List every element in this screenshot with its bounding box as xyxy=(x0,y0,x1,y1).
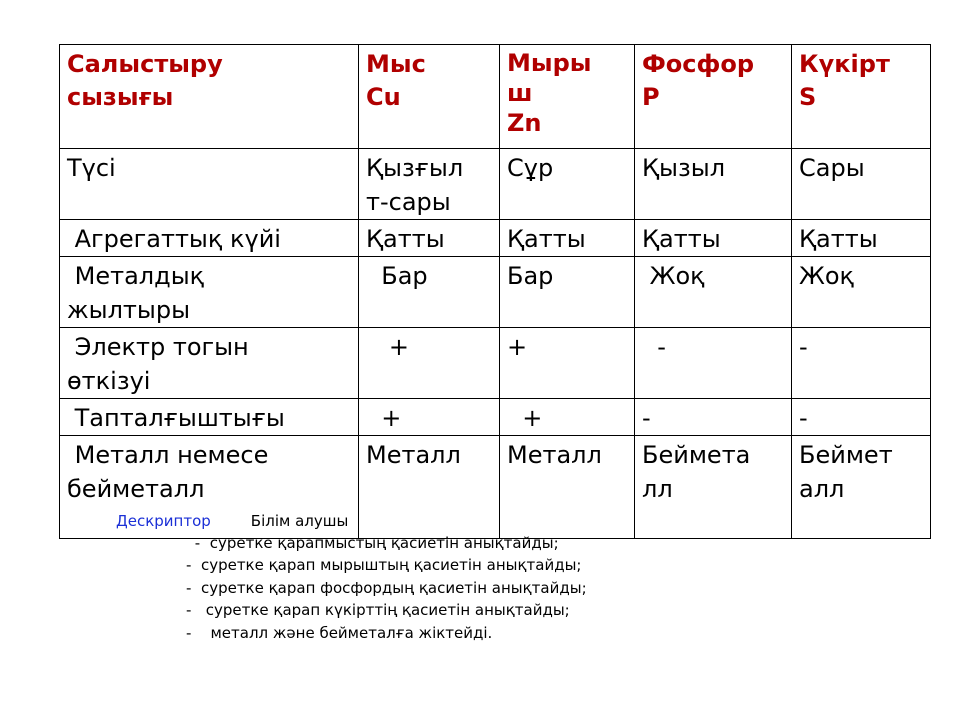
header-row xyxy=(60,45,931,149)
cell-copper xyxy=(359,257,500,328)
cell-text: Қатты xyxy=(507,225,586,253)
cell-criterion xyxy=(60,257,359,328)
cell-text: Қызғыл xyxy=(366,154,464,182)
cell-text: - xyxy=(799,333,808,361)
cell-text: Бар xyxy=(366,262,428,290)
cell-copper xyxy=(359,220,500,257)
header-text: Zn xyxy=(507,109,542,137)
header-text: Cu xyxy=(366,83,401,111)
header-text: ш xyxy=(507,79,533,107)
header-cell-phosphorus xyxy=(635,45,792,149)
cell-text: өткізуі xyxy=(67,367,151,395)
cell-copper xyxy=(359,399,500,436)
cell-sulfur xyxy=(792,436,931,539)
descriptor-item: - суретке қарап күкірттің қасиетін анықтайды; xyxy=(186,601,570,619)
cell-criterion xyxy=(60,149,359,220)
cell-text: бейметалл xyxy=(67,475,205,503)
cell-text: Металл xyxy=(507,441,602,469)
cell-criterion xyxy=(60,399,359,436)
cell-sulfur xyxy=(792,257,931,328)
cell-text: Тапталғыштығы xyxy=(67,404,285,432)
header-text: P xyxy=(642,83,660,111)
cell-zinc xyxy=(500,399,635,436)
header-text: Мыры xyxy=(507,49,592,77)
cell-sulfur xyxy=(792,220,931,257)
cell-text: + xyxy=(507,333,528,361)
cell-sulfur xyxy=(792,399,931,436)
cell-phosphorus xyxy=(635,328,792,399)
descriptor-item: - суретке қарап мырыштың қасиетін анықтайды; xyxy=(186,556,582,574)
cell-phosphorus xyxy=(635,399,792,436)
cell-text: Беймета xyxy=(642,441,751,469)
cell-text: жылтыры xyxy=(67,296,191,324)
descriptor-heading xyxy=(116,512,348,530)
comparison-table xyxy=(59,44,931,539)
header-cell-copper xyxy=(359,45,500,149)
cell-text: Бар xyxy=(507,262,554,290)
cell-text: Металл xyxy=(366,441,461,469)
header-text: Күкірт xyxy=(799,50,890,78)
cell-text: Қатты xyxy=(799,225,878,253)
cell-copper xyxy=(359,149,500,220)
cell-text: Сұр xyxy=(507,154,554,182)
cell-text: - xyxy=(642,333,666,361)
cell-zinc xyxy=(500,436,635,539)
cell-text: Металл немесе xyxy=(67,441,269,469)
cell-criterion xyxy=(60,220,359,257)
cell-criterion xyxy=(60,328,359,399)
cell-text: - xyxy=(799,404,808,432)
descriptor-item: - суретке қарапмыстың қасиетін анықтайды; xyxy=(190,534,559,552)
header-cell-criterion xyxy=(60,45,359,149)
cell-text: Металдық xyxy=(67,262,205,290)
header-cell-zinc xyxy=(500,45,635,149)
cell-text: Қызыл xyxy=(642,154,726,182)
cell-text: - xyxy=(642,404,651,432)
cell-copper xyxy=(359,328,500,399)
header-text: Салыстыру xyxy=(67,50,223,78)
descriptor-item: - суретке қарап фосфордың қасиетін анықтайды; xyxy=(186,579,587,597)
table-row xyxy=(60,257,931,328)
header-text: S xyxy=(799,83,817,111)
cell-phosphorus xyxy=(635,436,792,539)
learner-label: Білім алушы xyxy=(250,512,349,530)
cell-text: Электр тогын xyxy=(67,333,249,361)
descriptor-label: Дескриптор xyxy=(116,512,211,530)
cell-phosphorus xyxy=(635,257,792,328)
cell-zinc xyxy=(500,328,635,399)
header-cell-sulfur xyxy=(792,45,931,149)
cell-text: Жоқ xyxy=(642,262,705,290)
table-row xyxy=(60,220,931,257)
cell-text: Сары xyxy=(799,154,865,182)
cell-text: Түсі xyxy=(67,154,116,182)
cell-text: Агрегаттық күйі xyxy=(67,225,281,253)
cell-zinc xyxy=(500,220,635,257)
cell-text: + xyxy=(366,404,402,432)
cell-text: Беймет xyxy=(799,441,893,469)
cell-text: Жоқ xyxy=(799,262,855,290)
header-text: Мыс xyxy=(366,50,426,78)
cell-phosphorus xyxy=(635,220,792,257)
header-text: сызығы xyxy=(67,83,174,111)
cell-sulfur xyxy=(792,149,931,220)
table-row xyxy=(60,399,931,436)
cell-copper xyxy=(359,436,500,539)
cell-text: Қатты xyxy=(366,225,445,253)
cell-text: т-сары xyxy=(366,188,451,216)
table-row xyxy=(60,149,931,220)
cell-text: Қатты xyxy=(642,225,721,253)
cell-text: алл xyxy=(799,475,845,503)
cell-phosphorus xyxy=(635,149,792,220)
descriptor-item: - металл және бейметалға жіктейді. xyxy=(186,624,493,642)
cell-text: + xyxy=(507,404,543,432)
header-text: Фосфор xyxy=(642,50,754,78)
table-row xyxy=(60,328,931,399)
cell-zinc xyxy=(500,149,635,220)
cell-text: лл xyxy=(642,475,673,503)
cell-sulfur xyxy=(792,328,931,399)
cell-text: + xyxy=(366,333,409,361)
cell-zinc xyxy=(500,257,635,328)
